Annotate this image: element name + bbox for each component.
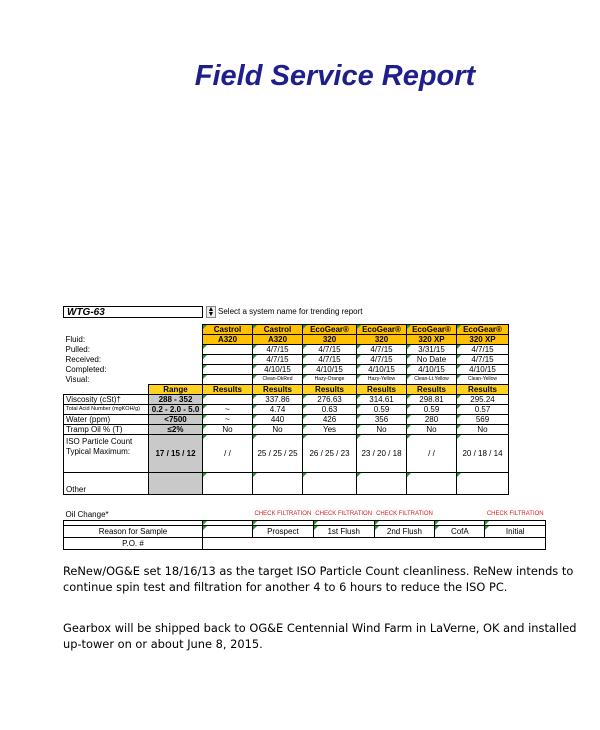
check-filtration [203, 509, 253, 521]
fluid-label: Fluid: [65, 335, 86, 344]
table-cell[interactable]: 276.63 [303, 395, 357, 405]
other-label: Other [64, 473, 149, 495]
completed-label: Completed: [65, 365, 107, 374]
iso-row [64, 435, 509, 473]
report-title: Field Service Report [194, 60, 476, 92]
check-filtration [435, 509, 485, 521]
table-cell[interactable]: No [253, 425, 303, 435]
iso-label: ISO Particle Count Typical Maximum: [64, 435, 149, 473]
completed-row [64, 365, 509, 375]
table-cell[interactable]: ~ [203, 415, 253, 425]
col-header: EcoGear® [303, 325, 357, 335]
table-cell[interactable]: / / [407, 435, 457, 473]
table-cell[interactable]: 426 [303, 415, 357, 425]
check-filtration-row [64, 509, 546, 521]
table-cell[interactable]: 298.81 [407, 395, 457, 405]
table-cell[interactable]: 4/10/15 [303, 365, 357, 375]
table-cell[interactable] [203, 375, 253, 385]
visual-row [64, 375, 509, 385]
viscosity-row [64, 395, 509, 405]
results-table [63, 324, 509, 495]
table-cell[interactable] [407, 473, 457, 495]
table-cell[interactable] [253, 473, 303, 495]
col-header-sub: A320 [253, 335, 303, 345]
table-cell[interactable] [203, 345, 253, 355]
results-header: Results [457, 385, 509, 395]
visual-label: Visual: [65, 375, 90, 384]
po-label: P.O. # [64, 538, 203, 550]
received-row [64, 355, 509, 365]
table-cell[interactable] [203, 395, 253, 405]
col-header-sub: 320 XP [457, 335, 509, 345]
table-cell[interactable]: 4/7/15 [253, 355, 303, 365]
check-filtration: CHECK FILTRATION [376, 511, 433, 517]
system-hint: Select a system name for trending report [218, 307, 363, 316]
tramp-oil-row [64, 425, 509, 435]
reason-cell[interactable] [203, 526, 253, 538]
table-cell[interactable]: 314.61 [357, 395, 407, 405]
table-cell[interactable]: 4/7/15 [357, 355, 407, 365]
table-cell[interactable]: 4/10/15 [457, 365, 509, 375]
table-cell[interactable] [203, 365, 253, 375]
reason-row [64, 526, 546, 538]
table-cell[interactable]: 356 [357, 415, 407, 425]
po-row [64, 538, 546, 550]
table-cell[interactable]: Hazy-Orange [303, 375, 357, 385]
results-header: Results [203, 385, 253, 395]
table-cell[interactable]: 4/7/15 [457, 355, 509, 365]
received-label: Received: [65, 355, 102, 364]
iso-range: 17 / 15 / 12 [149, 435, 203, 473]
table-cell[interactable]: Clean-Lt.Yellow [407, 375, 457, 385]
range-header: Range [149, 385, 203, 395]
metric-label: Total Acid Number (mgKOH/g) [64, 405, 149, 415]
fluid-row [64, 335, 509, 345]
table-cell[interactable]: / / [203, 435, 253, 473]
table-cell[interactable]: Clean-Yellow [457, 375, 509, 385]
acid-number-row [64, 405, 509, 415]
table-cell[interactable]: 4/10/15 [407, 365, 457, 375]
table-cell[interactable]: 4/7/15 [357, 345, 407, 355]
table-cell[interactable]: 4/10/15 [253, 365, 303, 375]
results-header-row [64, 385, 509, 395]
metric-range: 0.2 - 2.0 - 5.0 [149, 405, 203, 415]
col-header: EcoGear® [457, 325, 509, 335]
table-cell[interactable]: Clean-DkRed [253, 375, 303, 385]
oil-change-label: Oil Change* [65, 510, 109, 519]
summary-paragraph: ReNew/OG&E set 18/16/13 as the target ISO Particle Count cleanliness. ReNew intends to continue spin test and filtration for another 4 to 6 hours to reduce the ISO PC. [63, 564, 574, 594]
table-cell[interactable]: No [203, 425, 253, 435]
table-cell[interactable]: 295.24 [457, 395, 509, 405]
check-filtration: CHECK FILTRATION [315, 511, 373, 517]
metric-range: <7500 [149, 415, 203, 425]
dropdown-arrows-icon[interactable]: ▲ ▼ [207, 306, 215, 318]
other-row [64, 473, 509, 495]
pulled-row [64, 345, 509, 355]
table-cell[interactable] [203, 473, 253, 495]
results-header: Results [407, 385, 457, 395]
metric-label: Viscosity (cSt)† [64, 395, 149, 405]
table-cell[interactable]: Yes [303, 425, 357, 435]
col-header: EcoGear® [357, 325, 407, 335]
table-cell[interactable]: No [457, 425, 509, 435]
table-cell[interactable]: 4/7/15 [253, 345, 303, 355]
system-name-field[interactable]: WTG-63 [63, 306, 203, 318]
col-header: EcoGear® [407, 325, 457, 335]
results-header: Results [253, 385, 303, 395]
reason-cell[interactable]: CofA [435, 526, 485, 538]
col-header-sub: 320 [303, 335, 357, 345]
table-cell[interactable]: 440 [253, 415, 303, 425]
col-header-sub: A320 [203, 335, 253, 345]
reason-cell[interactable]: Initial [485, 526, 546, 538]
col-header-sub: 320 [357, 335, 407, 345]
check-filtration: CHECK FILTRATION [486, 511, 544, 517]
table-cell[interactable]: 23 / 20 / 18 [357, 435, 407, 473]
table-cell[interactable]: 4/7/15 [457, 345, 509, 355]
table-cell[interactable]: 25 / 25 / 25 [253, 435, 303, 473]
table-cell[interactable]: 4.74 [253, 405, 303, 415]
reason-cell[interactable]: Prospect [253, 526, 314, 538]
metric-label: Water (ppm) [64, 415, 149, 425]
table-cell[interactable]: 3/31/15 [407, 345, 457, 355]
results-header: Results [303, 385, 357, 395]
table-cell[interactable] [303, 473, 357, 495]
po-field[interactable] [203, 538, 546, 550]
table-cell[interactable]: 0.63 [303, 405, 357, 415]
table-cell[interactable]: Hazy-Yellow [357, 375, 407, 385]
table-cell[interactable]: 337.86 [253, 395, 303, 405]
reason-cell[interactable]: 1st Flush [313, 526, 374, 538]
check-filtration: CHECK FILTRATION [254, 511, 312, 517]
table-cell[interactable]: 26 / 25 / 23 [303, 435, 357, 473]
table-cell[interactable]: 569 [457, 415, 509, 425]
pulled-label: Pulled: [65, 345, 90, 354]
metric-label: Tramp Oil % (T) [64, 425, 149, 435]
header-row-1 [64, 325, 509, 335]
table-cell[interactable] [457, 473, 509, 495]
table-cell[interactable]: 0.59 [357, 405, 407, 415]
water-row [64, 415, 509, 425]
table-cell[interactable]: 280 [407, 415, 457, 425]
oil-change-table [63, 509, 546, 550]
table-cell[interactable]: 0.57 [457, 405, 509, 415]
table-cell[interactable]: No [357, 425, 407, 435]
table-cell[interactable]: No [407, 425, 457, 435]
table-cell[interactable]: 4/7/15 [303, 355, 357, 365]
table-cell[interactable]: No Date [407, 355, 457, 365]
table-cell[interactable] [357, 473, 407, 495]
metric-range: 288 - 352 [149, 395, 203, 405]
table-cell[interactable]: 20 / 18 / 14 [457, 435, 509, 473]
table-cell[interactable]: 4/7/15 [303, 345, 357, 355]
table-cell[interactable]: ~ [203, 405, 253, 415]
table-cell[interactable] [203, 355, 253, 365]
shipping-paragraph: Gearbox will be shipped back to OG&E Centennial Wind Farm in LaVerne, OK and installed up-tower on or about June 8, 2015. [63, 621, 577, 651]
reason-cell[interactable]: 2nd Flush [374, 526, 435, 538]
reason-label: Reason for Sample [64, 526, 203, 538]
col-header: Castrol [253, 325, 303, 335]
table-cell[interactable]: 4/10/15 [357, 365, 407, 375]
col-header-sub: 320 XP [407, 335, 457, 345]
metric-range: ≤2% [149, 425, 203, 435]
col-header: Castrol [203, 325, 253, 335]
results-header: Results [357, 385, 407, 395]
table-cell[interactable]: 0.59 [407, 405, 457, 415]
